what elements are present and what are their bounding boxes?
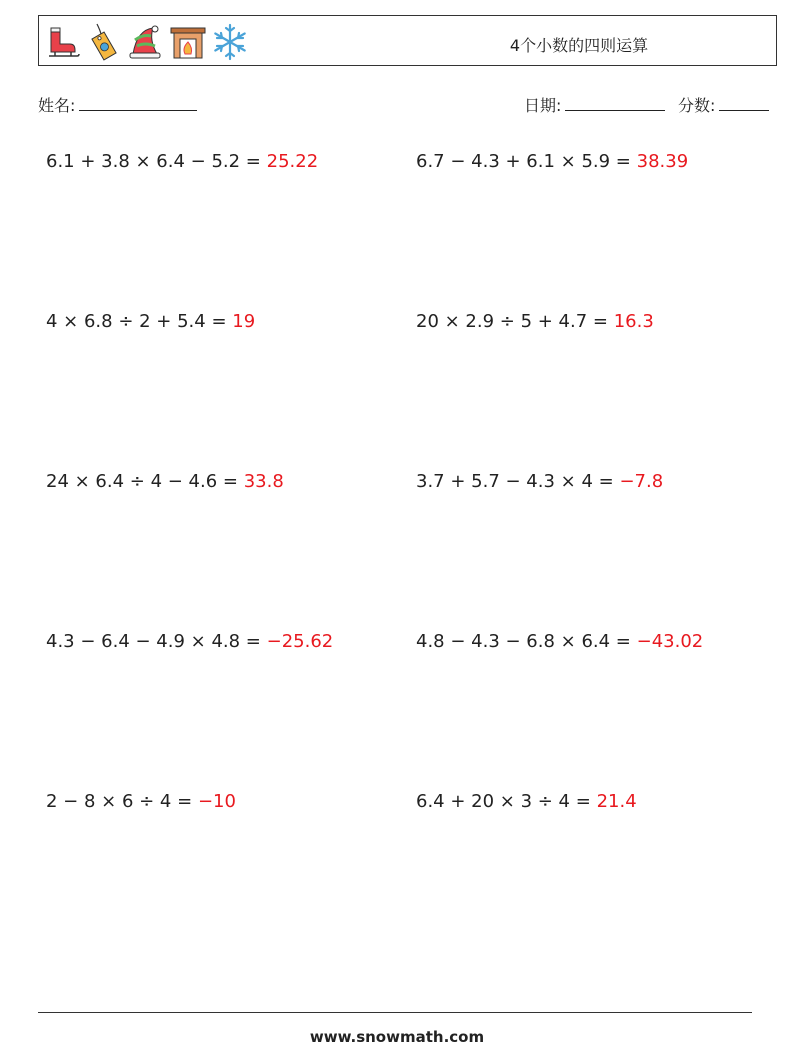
problem-expression: 4 × 6.8 ÷ 2 + 5.4 =: [46, 311, 227, 332]
problem-expression: 24 × 6.4 ÷ 4 − 4.6 =: [46, 471, 238, 492]
problem-8: [416, 631, 703, 652]
page-title: 4个小数的四则运算: [509, 36, 649, 55]
problem-7: [46, 631, 333, 652]
problem-3: [46, 311, 255, 332]
problem-answer: 25.22: [266, 151, 319, 172]
problem-5: [46, 471, 284, 492]
problem-4: [416, 311, 654, 332]
date-field: [524, 93, 665, 116]
problem-answer: 38.39: [636, 151, 689, 172]
name-blank[interactable]: [79, 96, 197, 111]
header-icons: [43, 22, 249, 62]
header-box: [38, 15, 777, 66]
christmas-hat-icon: [127, 22, 165, 62]
problem-expression: 2 − 8 × 6 ÷ 4 =: [46, 791, 193, 812]
score-label: 分数:: [678, 96, 716, 115]
footer-divider: [38, 1012, 752, 1013]
date-blank[interactable]: [565, 96, 665, 111]
date-label: 日期:: [524, 96, 562, 115]
footer-site[interactable]: www.snowmath.com: [309, 1028, 485, 1046]
problem-9: [46, 791, 236, 812]
problem-expression: 3.7 + 5.7 − 4.3 × 4 =: [416, 471, 614, 492]
gift-tag-icon: [85, 22, 123, 62]
problem-answer: 16.3: [613, 311, 654, 332]
problem-6: [416, 471, 663, 492]
problem-2: [416, 151, 688, 172]
problem-expression: 4.3 − 6.4 − 4.9 × 4.8 =: [46, 631, 261, 652]
snowflake-icon: [211, 22, 249, 62]
ice-skate-icon: [43, 22, 81, 62]
problem-expression: 6.7 − 4.3 + 6.1 × 5.9 =: [416, 151, 631, 172]
problem-answer: −10: [197, 791, 236, 812]
score-field: [678, 93, 769, 116]
problem-10: [416, 791, 637, 812]
problem-answer: 19: [232, 311, 256, 332]
fireplace-icon: [169, 22, 207, 62]
problem-answer: −7.8: [619, 471, 664, 492]
problem-expression: 20 × 2.9 ÷ 5 + 4.7 =: [416, 311, 608, 332]
name-label: 姓名:: [38, 96, 76, 115]
problem-expression: 6.4 + 20 × 3 ÷ 4 =: [416, 791, 591, 812]
problem-answer: 33.8: [243, 471, 284, 492]
score-blank[interactable]: [719, 96, 769, 111]
problem-answer: −25.62: [266, 631, 334, 652]
problem-expression: 4.8 − 4.3 − 6.8 × 6.4 =: [416, 631, 631, 652]
problem-answer: 21.4: [596, 791, 637, 812]
problem-expression: 6.1 + 3.8 × 6.4 − 5.2 =: [46, 151, 261, 172]
problem-1: [46, 151, 318, 172]
name-field: [38, 93, 197, 116]
problem-answer: −43.02: [636, 631, 704, 652]
